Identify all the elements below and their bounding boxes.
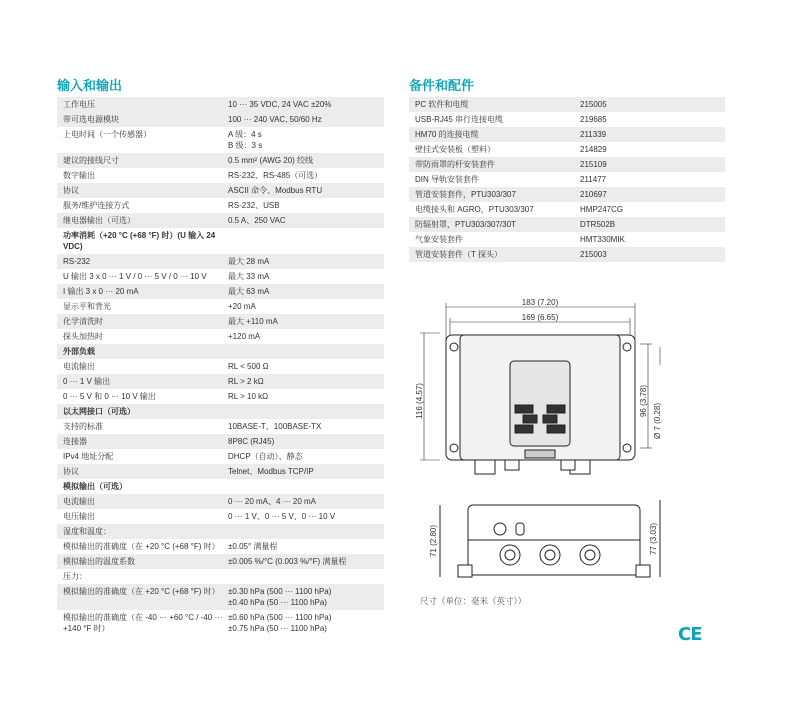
spec-row — [57, 97, 384, 112]
row-value-line: 211339 — [580, 130, 607, 139]
accessory-row — [409, 157, 725, 172]
row-value-line: RL < 500 Ω — [228, 362, 269, 371]
row-label: 协议 — [63, 186, 79, 195]
row-label: 模拟输出的准确度（在 +20 °C (+68 °F) 时） — [63, 542, 220, 551]
row-value-line: 214829 — [580, 145, 607, 154]
row-value — [228, 346, 378, 357]
row-value-line: ±0.40 hPa (50 ··· 1100 hPa) — [228, 598, 327, 607]
row-value — [228, 511, 378, 522]
row-value — [228, 451, 378, 462]
row-value-line: 210697 — [580, 190, 607, 199]
row-value-line: HMT330MIK — [580, 235, 625, 244]
row-label: U 输出 3 x 0 ··· 1 V / 0 ··· 5 V / 0 ··· 10 V — [63, 272, 207, 281]
row-value — [228, 481, 378, 492]
row-value-line: 最大 33 mA — [228, 272, 270, 281]
row-value — [228, 496, 378, 507]
spec-row — [57, 153, 384, 168]
row-value-line: 215003 — [580, 250, 607, 259]
row-label: 支持的标准 — [63, 422, 103, 431]
dim-width-inner: 169 (6.65) — [521, 313, 559, 322]
row-value-line: ±0.75 hPa (50 ··· 1100 hPa) — [228, 624, 327, 633]
spec-row — [57, 404, 384, 419]
accessory-row — [409, 187, 725, 202]
accessories-table — [409, 97, 725, 262]
spec-row — [57, 284, 384, 299]
accessory-row — [409, 232, 725, 247]
row-value-line: ASCII 命令、Modbus RTU — [228, 186, 323, 195]
row-label: 上电时间（一个传感器） — [63, 130, 151, 139]
row-value — [580, 129, 719, 140]
row-value — [228, 421, 378, 432]
row-label: 管道安装套件，PTU303/307 — [415, 190, 516, 199]
row-value-line: RL > 10 kΩ — [228, 392, 269, 401]
row-label: 气象安装套件 — [415, 235, 463, 244]
row-label: DIN 导轨安装套件 — [415, 175, 479, 184]
spec-row — [57, 254, 384, 269]
row-value-line: ±0.05° 满量程 — [228, 542, 278, 551]
row-value-line: 10BASE-T、100BASE-TX — [228, 422, 322, 431]
row-value — [228, 316, 378, 327]
row-label: HM70 的连接电缆 — [415, 130, 479, 139]
row-label: 0 ··· 5 V 和 0 ··· 10 V 输出 — [63, 392, 156, 401]
spec-row — [57, 183, 384, 198]
dimension-drawing — [410, 295, 670, 593]
row-label: 模拟输出的准确度（在 +20 °C (+68 °F) 时） — [63, 587, 220, 596]
row-value — [228, 230, 378, 252]
row-value-line: 0.5 A、250 VAC — [228, 216, 286, 225]
spec-row — [57, 494, 384, 509]
accessory-row — [409, 247, 725, 262]
row-value — [228, 586, 378, 608]
spec-row — [57, 329, 384, 344]
row-label: 功率消耗（+20 °C (+68 °F) 时）(U 输入 24 VDC) — [63, 231, 216, 251]
row-value — [228, 271, 378, 282]
spec-row — [57, 539, 384, 554]
row-label: 电压输出 — [63, 512, 95, 521]
row-value — [228, 391, 378, 402]
row-value — [580, 189, 719, 200]
spec-row — [57, 112, 384, 127]
row-label: 电缆接头和 AGRO，PTU303/307 — [415, 205, 534, 214]
row-label: RS-232 — [63, 257, 91, 266]
accessory-row — [409, 97, 725, 112]
row-value — [580, 234, 719, 245]
row-value — [228, 185, 378, 196]
row-label: 带可选电源模块 — [63, 115, 119, 124]
row-value — [228, 129, 378, 151]
row-label: 协议 — [63, 467, 79, 476]
spec-row — [57, 228, 384, 254]
row-value-line: 10 ··· 35 VDC, 24 VAC ±20% — [228, 100, 332, 109]
row-label: 探头加热时 — [63, 332, 103, 341]
row-value — [228, 541, 378, 552]
row-label: 显示平和背光 — [63, 302, 111, 311]
accessory-row — [409, 172, 725, 187]
spec-row — [57, 554, 384, 569]
row-value — [228, 114, 378, 125]
row-label: 建议的接线尺寸 — [63, 156, 119, 165]
row-value-line: Telnet、Modbus TCP/IP — [228, 467, 314, 476]
row-value-line: 最大 +110 mA — [228, 317, 278, 326]
dim-height-left: 116 (4.57) — [415, 383, 424, 419]
row-value-line: 0.5 mm² (AWG 20) 绞线 — [228, 156, 314, 165]
spec-row — [57, 449, 384, 464]
row-value — [580, 249, 719, 260]
spec-row — [57, 359, 384, 374]
row-label: PC 软件和电缆 — [415, 100, 469, 109]
row-label: 继电器输出（可选） — [63, 216, 135, 225]
row-value — [228, 436, 378, 447]
row-value-line: RS-232、RS-485（可选） — [228, 171, 323, 180]
row-value — [228, 571, 378, 582]
row-label: 工作电压 — [63, 100, 95, 109]
specs-table — [57, 97, 384, 636]
dim-height-right: 96 (3.78) — [639, 384, 648, 418]
row-label: I 输出 3 x 0 ··· 20 mA — [63, 287, 139, 296]
row-value — [580, 114, 719, 125]
spec-row — [57, 314, 384, 329]
row-label: 防辐射罩，PTU303/307/30T — [415, 220, 516, 229]
row-value — [228, 256, 378, 267]
row-label: 连接器 — [63, 437, 87, 446]
dim-width-outer: 183 (7.20) — [521, 298, 559, 307]
spec-row — [57, 168, 384, 183]
accessory-row — [409, 142, 725, 157]
row-value-line: 最大 28 mA — [228, 257, 270, 266]
row-value-line: 0 ··· 1 V、0 ··· 5 V、0 ··· 10 V — [228, 512, 336, 521]
row-value — [580, 174, 719, 185]
spec-row — [57, 198, 384, 213]
row-label: 以太网接口（可选） — [63, 407, 135, 416]
row-value — [228, 331, 378, 342]
row-value-line: HMP247CG — [580, 205, 624, 214]
row-value-line: +20 mA — [228, 302, 256, 311]
row-value — [580, 144, 719, 155]
row-label: IPv4 地址分配 — [63, 452, 114, 461]
row-label: 模拟输出的温度系数 — [63, 557, 135, 566]
accessory-row — [409, 202, 725, 217]
row-label: USB-RJ45 串行连接电缆 — [415, 115, 504, 124]
row-value-line: +120 mA — [228, 332, 261, 341]
row-value — [228, 556, 378, 567]
row-label: 管道安装套件（T 探头） — [415, 250, 502, 259]
row-value-line: 8P8C (RJ45) — [228, 437, 275, 446]
row-value-line: ±0.30 hPa (500 ··· 1100 hPa) — [228, 587, 332, 596]
spec-row — [57, 509, 384, 524]
accessory-row — [409, 127, 725, 142]
row-value-line: 215109 — [580, 160, 607, 169]
row-value-line: ±0.60 hPa (500 ··· 1100 hPa) — [228, 613, 332, 622]
row-label: 电流输出 — [63, 362, 95, 371]
spec-row — [57, 299, 384, 314]
row-label: 服务/维护连接方式 — [63, 201, 130, 210]
drawing-caption: 尺寸（单位：毫米（英寸）） — [420, 596, 527, 606]
accessories-title: 备件和配件 — [409, 78, 475, 93]
row-label: 模拟输出的准确度（在 -40 ··· +60 °C / -40 ··· +140 °F 时） — [63, 613, 223, 633]
spec-row — [57, 464, 384, 479]
row-value-line: DTR502B — [580, 220, 616, 229]
row-value-line: RL > 2 kΩ — [228, 377, 264, 386]
row-value — [228, 526, 378, 537]
spec-row — [57, 524, 384, 539]
dim-hole: Ø 7 (0.28) — [653, 402, 662, 440]
spec-row — [57, 584, 384, 610]
row-value — [228, 301, 378, 312]
spec-row — [57, 569, 384, 584]
row-label: 化学清洗时 — [63, 317, 103, 326]
dim-side-left: 71 (2.80) — [429, 524, 438, 558]
spec-row — [57, 127, 384, 153]
row-value — [228, 406, 378, 417]
row-value — [228, 99, 378, 110]
row-label: 电流输出 — [63, 497, 95, 506]
row-value-line: RS-232、USB — [228, 201, 280, 210]
row-value-line: 0 ··· 20 mA、4 ··· 20 mA — [228, 497, 317, 506]
spec-row — [57, 344, 384, 359]
row-value-line: 211477 — [580, 175, 607, 184]
row-label: 模拟输出（可选） — [63, 482, 127, 491]
spec-row — [57, 269, 384, 284]
row-value — [228, 466, 378, 477]
spec-row — [57, 213, 384, 228]
row-value-line: ±0.005 %/°C (0.003 %/°F) 满量程 — [228, 557, 347, 566]
spec-row — [57, 610, 384, 636]
row-value-line: 219685 — [580, 115, 607, 124]
row-value — [228, 215, 378, 226]
spec-row — [57, 479, 384, 494]
spec-row — [57, 434, 384, 449]
dim-side-right: 77 (3.03) — [649, 522, 658, 556]
row-label: 压力： — [63, 572, 87, 581]
row-value-line: DHCP（自动）、静态 — [228, 452, 303, 461]
row-value-line: 100 ··· 240 VAC, 50/60 Hz — [228, 115, 322, 124]
row-label: 湿度和温度： — [63, 527, 111, 536]
row-label: 壁挂式安装板（塑料） — [415, 145, 495, 154]
row-value — [228, 155, 378, 166]
row-value — [228, 376, 378, 387]
row-value — [228, 612, 378, 634]
row-value — [580, 159, 719, 170]
row-value-line: B 级：3 s — [228, 141, 263, 150]
ce-mark: CE — [678, 624, 702, 645]
row-value-line: 最大 63 mA — [228, 287, 270, 296]
row-value-line: A 级：4 s — [228, 130, 262, 139]
row-label: 外部负载 — [63, 347, 95, 356]
row-label: 数字输出 — [63, 171, 95, 180]
row-value — [580, 99, 719, 110]
row-value — [228, 170, 378, 181]
accessory-row — [409, 112, 725, 127]
row-value-line: 215005 — [580, 100, 607, 109]
spec-row — [57, 419, 384, 434]
row-label: 带防雨罩的杆安装套件 — [415, 160, 495, 169]
spec-row — [57, 374, 384, 389]
row-value — [580, 204, 719, 215]
row-value — [228, 286, 378, 297]
row-label: 0 ··· 1 V 输出 — [63, 377, 111, 386]
inputs-outputs-title: 输入和输出 — [57, 78, 123, 93]
row-value — [580, 219, 719, 230]
row-value — [228, 361, 378, 372]
accessory-row — [409, 217, 725, 232]
spec-row — [57, 389, 384, 404]
row-value — [228, 200, 378, 211]
